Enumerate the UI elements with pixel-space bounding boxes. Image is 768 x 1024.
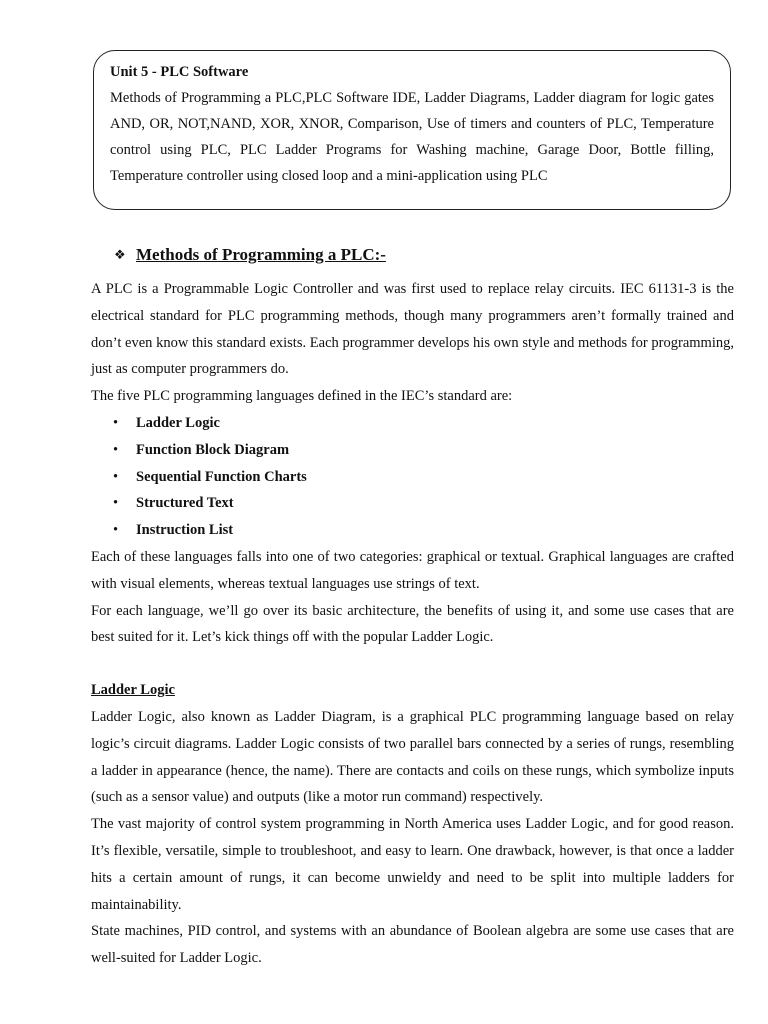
list-item	[91, 437, 734, 464]
languages-list	[91, 410, 734, 544]
ladder-paragraph-3: State machines, PID control, and systems with an abundance of Boolean algebra are some use cases that are well-suited for Ladder Logic.	[91, 923, 734, 967]
list-intro-paragraph: The five PLC programming languages defined in the IEC’s standard are:	[91, 388, 513, 405]
diamond-bullet-icon: ❖	[114, 247, 126, 262]
list-item	[91, 410, 734, 437]
categories-paragraph: Each of these languages falls into one of two categories: graphical or textual. Graphical languages are crafted with visual elements, whereas textual languages use strings of text.	[91, 548, 734, 592]
document-body	[91, 276, 734, 972]
ladder-paragraph-1: Ladder Logic, also known as Ladder Diagram, is a graphical PLC programming language based on relay logic’s circuit diagrams. Ladder Logic consists of two parallel bars connected by a series of rungs, resembling a ladder in appearance (hence, the name). There are contacts and coils on these rungs, which symbolize inputs (such as a sensor value) and outputs (like a motor run command) respectively.	[91, 708, 734, 806]
overview-paragraph: For each language, we’ll go over its basic architecture, the benefits of using it, and some use cases that are best suited for it. Let’s kick things off with the popular Ladder Logic.	[91, 602, 734, 646]
section-heading-text: Methods of Programming a PLC:-	[136, 245, 386, 264]
list-item-label: Ladder Logic	[136, 414, 220, 431]
ladder-paragraph-2: The vast majority of control system programming in North America uses Ladder Logic, and for good reason. It’s flexible, versatile, simple to troubleshoot, and easy to learn. One drawback, however, is that once a ladder hits a certain amount of rungs, it can become unwieldy and need to be split into multiple ladders for maintainability.	[91, 816, 734, 913]
unit-topics-text: Methods of Programming a PLC,PLC Software IDE, Ladder Diagrams, Ladder diagram for logic gates AND, OR, NOT,NAND, XOR, XNOR, Comparison, Use of timers and counters of PLC, Temperature control using PLC, PLC Ladder Programs for Washing machine, Garage Door, Bottle filling, Temperature controller using closed loop and a mini-application using PLC	[110, 90, 714, 184]
unit-title: Unit 5 - PLC Software	[110, 64, 249, 80]
bullet-icon: •	[113, 441, 119, 458]
list-item-label: Structured Text	[136, 495, 234, 512]
list-item-label: Function Block Diagram	[136, 441, 290, 458]
bullet-icon: •	[113, 522, 119, 539]
unit-summary-box	[93, 50, 731, 210]
list-item	[91, 490, 734, 517]
list-item-label: Sequential Function Charts	[136, 468, 307, 485]
list-item	[91, 517, 734, 544]
section-heading	[114, 244, 386, 266]
ladder-logic-heading: Ladder Logic	[91, 682, 175, 699]
bullet-icon: •	[113, 414, 119, 431]
bullet-icon: •	[113, 495, 119, 512]
list-item-label: Instruction List	[136, 522, 234, 539]
intro-paragraph: A PLC is a Programmable Logic Controller and was first used to replace relay circuits. IEC 61131-3 is the electrical standard for PLC programming methods, though many programmers aren’t formally trained and don’t even know this standard exists. Each programmer develops his own style and methods for programming, just as computer programmers do.	[91, 281, 734, 378]
list-item	[91, 464, 734, 491]
bullet-icon: •	[113, 468, 119, 485]
